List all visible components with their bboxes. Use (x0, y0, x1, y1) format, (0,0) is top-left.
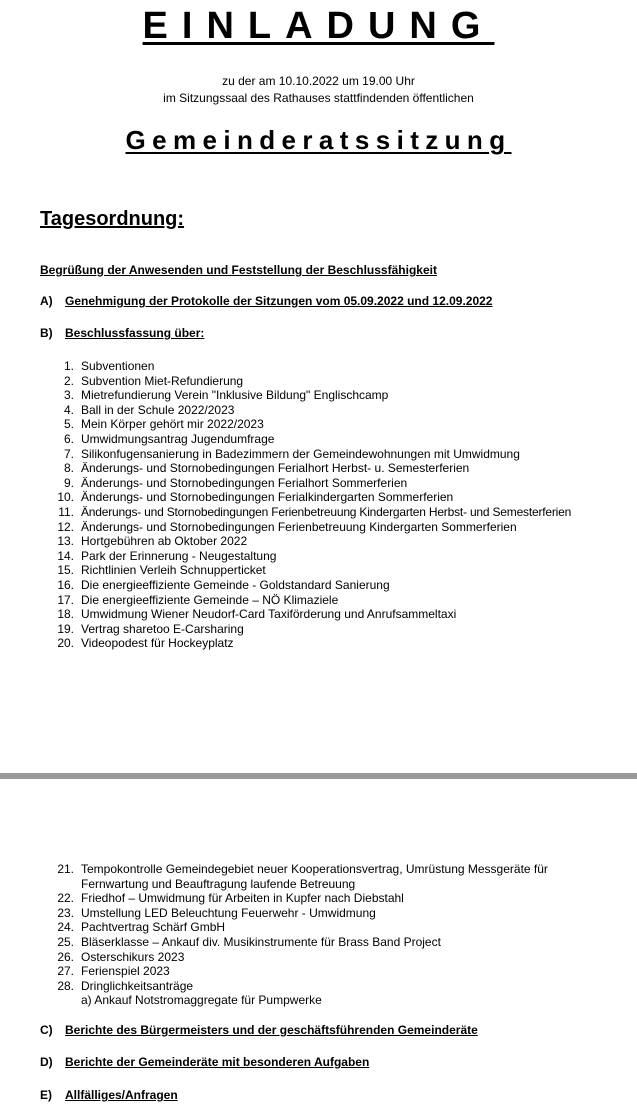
section-c (40, 1023, 478, 1038)
list-item: 7. Silikonfugensanierung in Badezimmern der Gemeindewohnungen mit Umwidmung (63, 446, 520, 461)
section-c-text: Berichte des Bürgermeisters und der geschäftsführenden Gemeinderäte (65, 1023, 478, 1037)
section-a (40, 294, 492, 309)
list-item: 25. Bläserklasse – Ankauf div. Musikinstrumente für Brass Band Project (57, 934, 441, 949)
list-item: 26. Osterschikurs 2023 (57, 949, 185, 964)
list-item: 28. Dringlichkeitsanträge (57, 978, 194, 993)
agenda-list-page1 (40, 359, 571, 651)
agenda-list-page2 (40, 862, 581, 1008)
list-item: 22. Friedhof – Umwidmung für Arbeiten in Kupfer nach Diebstahl (57, 891, 404, 906)
section-c-letter: C) (40, 1023, 53, 1037)
section-e-letter: E) (40, 1088, 52, 1102)
list-item: 11. Änderungs- und Stornobedingungen Ferienbetreuung Kindergarten Herbst- und Semesterferien (58, 504, 572, 519)
list-item: 9. Änderungs- und Stornobedingungen Ferialhort Sommerferien (63, 475, 408, 490)
list-item: 14. Park der Erinnerung - Neugestaltung (57, 548, 277, 563)
list-item: 21. Tempokontrolle Gemeindegebiet neuer Kooperationsvertrag, Umrüstung Messgeräte für Fernwartung und Beauftragung laufende Betreuung (57, 862, 548, 891)
page-break-divider (0, 773, 637, 779)
section-e-text: Allfälliges/Anfragen (65, 1088, 178, 1102)
list-item: 10. Änderungs- und Stornobedingungen Ferialkindergarten Sommerferien (57, 490, 454, 505)
list-item: 20. Videopodest für Hockeyplatz (57, 636, 234, 651)
section-b (40, 326, 204, 341)
list-item: 16. Die energieeffiziente Gemeinde - Goldstandard Sanierung (57, 577, 390, 592)
agenda-heading: Tagesordnung: (40, 208, 185, 230)
section-d-letter: D) (40, 1055, 53, 1069)
section-b-text: Beschlussfassung über: (65, 326, 205, 340)
list-item: 19. Vertrag sharetoo E-Carsharing (57, 621, 244, 636)
section-d (40, 1055, 369, 1070)
list-item: 2. Subvention Miet-Refundierung (63, 373, 244, 388)
list-item: 18. Umwidmung Wiener Neudorf-Card Taxiförderung und Anrufsammeltaxi (57, 607, 457, 622)
list-item: 4. Ball in der Schule 2022/2023 (63, 402, 235, 417)
document-title: EINLADUNG (142, 5, 495, 47)
list-item: 3. Mietrefundierung Verein "Inklusive Bildung" Englischcamp (63, 388, 389, 403)
meeting-type-title: Gemeinderatssitzung (125, 125, 512, 155)
list-item: 8. Änderungs- und Stornobedingungen Ferialhort Herbst- u. Semesterferien (63, 461, 470, 476)
list-item: 27. Ferienspiel 2023 (57, 964, 170, 979)
section-b-letter: B) (40, 326, 53, 340)
list-item: 12. Änderungs- und Stornobedingungen Ferienbetreuung Kindergarten Sommerferien (57, 519, 517, 534)
list-subitem: a) Ankauf Notstromaggregate für Pumpwerke (81, 993, 322, 1008)
greeting-text: Begrüßung der Anwesenden und Feststellung der Beschlussfähigkeit (40, 263, 437, 277)
intro-line-date: zu der am 10.10.2022 um 19.00 Uhr (222, 74, 415, 88)
section-a-text: Genehmigung der Protokolle der Sitzungen vom 05.09.2022 und 12.09.2022 (65, 294, 493, 308)
list-item: 5. Mein Körper gehört mir 2022/2023 (63, 417, 264, 432)
list-item: 24. Pachtvertrag Schärf GmbH (57, 920, 226, 935)
greeting-line (40, 263, 437, 278)
list-item: 6. Umwidmungsantrag Jugendumfrage (63, 431, 275, 446)
section-d-text: Berichte der Gemeinderäte mit besonderen Aufgaben (65, 1055, 370, 1069)
list-item: 1. Subventionen (63, 359, 155, 373)
list-item: 17. Die energieeffiziente Gemeinde – NÖ Klimaziele (57, 592, 339, 607)
list-item: 15. Richtlinien Verleih Schnupperticket (57, 563, 266, 578)
section-e (40, 1088, 178, 1103)
list-item: 23. Umstellung LED Beleuchtung Feuerwehr - Umwidmung (57, 905, 376, 920)
list-item: 13. Hortgebühren ab Oktober 2022 (57, 534, 248, 549)
section-a-letter: A) (40, 294, 53, 308)
intro-line-location: im Sitzungssaal des Rathauses stattfindenden öffentlichen (163, 91, 474, 105)
